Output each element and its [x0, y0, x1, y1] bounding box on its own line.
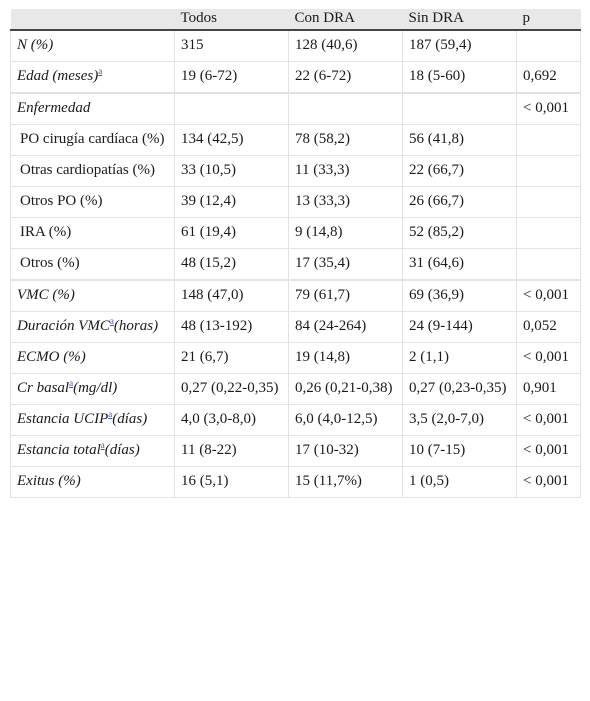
cell-con-dra: 9 (14,8)	[289, 218, 403, 249]
table-row	[11, 467, 581, 498]
results-table-container	[10, 9, 580, 498]
header-con-dra: Con DRA	[289, 9, 403, 30]
cell-sin-dra: 1 (0,5)	[403, 467, 517, 498]
cell-sin-dra: 31 (64,6)	[403, 249, 517, 280]
cell-sin-dra: 69 (36,9)	[403, 281, 517, 312]
table-row	[11, 281, 581, 312]
table-row	[11, 30, 581, 62]
cell-todos: 19 (6-72)	[175, 62, 289, 93]
cell-con-dra: 11 (33,3)	[289, 156, 403, 187]
cell-sin-dra: 24 (9-144)	[403, 312, 517, 343]
footnote-link[interactable]: a	[100, 440, 105, 450]
cell-p-value	[517, 249, 581, 280]
row-label-text: Enfermedad	[17, 100, 91, 116]
header-todos: Todos	[175, 9, 289, 30]
table-row	[11, 436, 581, 467]
cell-p-value	[517, 30, 581, 62]
cell-p-value: 0,692	[517, 62, 581, 93]
cell-con-dra: 6,0 (4,0-12,5)	[289, 405, 403, 436]
cell-todos: 4,0 (3,0-8,0)	[175, 405, 289, 436]
cell-todos: 39 (12,4)	[175, 187, 289, 218]
cell-todos: 11 (8-22)	[175, 436, 289, 467]
table-row	[11, 187, 581, 218]
table-row	[11, 94, 581, 125]
cell-con-dra: 79 (61,7)	[289, 281, 403, 312]
cell-sin-dra: 18 (5-60)	[403, 62, 517, 93]
row-label-unit: (mg/dl)	[73, 380, 118, 396]
row-label-text: N (%)	[17, 37, 54, 53]
cell-sin-dra: 56 (41,8)	[403, 125, 517, 156]
cell-todos: 33 (10,5)	[175, 156, 289, 187]
footnote-link[interactable]: a	[109, 316, 114, 326]
cell-p-value	[517, 125, 581, 156]
row-label-text: Otras cardiopatías (%)	[20, 162, 155, 178]
row-label-text: Estancia UCIP	[17, 411, 109, 427]
results-table	[10, 9, 581, 498]
cell-con-dra: 13 (33,3)	[289, 187, 403, 218]
row-label	[11, 312, 175, 343]
cell-sin-dra: 52 (85,2)	[403, 218, 517, 249]
cell-todos: 0,27 (0,22-0,35)	[175, 374, 289, 405]
cell-p-value: < 0,001	[517, 405, 581, 436]
table-row	[11, 312, 581, 343]
row-label	[11, 467, 175, 498]
cell-todos: 61 (19,4)	[175, 218, 289, 249]
cell-todos: 48 (15,2)	[175, 249, 289, 280]
cell-todos: 48 (13-192)	[175, 312, 289, 343]
cell-sin-dra: 22 (66,7)	[403, 156, 517, 187]
header-p-value: p	[517, 9, 581, 30]
table-row	[11, 125, 581, 156]
row-label-text: ECMO (%)	[17, 349, 86, 365]
cell-p-value: < 0,001	[517, 343, 581, 374]
row-label-text: PO cirugía cardíaca (%)	[20, 131, 165, 147]
row-label	[11, 94, 175, 125]
cell-con-dra: 15 (11,7%)	[289, 467, 403, 498]
cell-con-dra: 128 (40,6)	[289, 30, 403, 62]
cell-todos: 134 (42,5)	[175, 125, 289, 156]
table-row	[11, 62, 581, 93]
row-label-text: Duración VMC	[17, 318, 110, 334]
row-label-text: Edad (meses)	[17, 68, 99, 84]
cell-con-dra	[289, 94, 403, 125]
row-label	[11, 156, 175, 187]
row-label	[11, 218, 175, 249]
cell-con-dra: 19 (14,8)	[289, 343, 403, 374]
cell-con-dra: 17 (35,4)	[289, 249, 403, 280]
cell-p-value: < 0,001	[517, 436, 581, 467]
row-label	[11, 249, 175, 280]
row-label-text: IRA (%)	[20, 224, 72, 240]
cell-con-dra: 78 (58,2)	[289, 125, 403, 156]
row-label	[11, 187, 175, 218]
cell-p-value	[517, 187, 581, 218]
cell-sin-dra	[403, 94, 517, 125]
footnote-link[interactable]: a	[108, 409, 113, 419]
row-label-text: Otros PO (%)	[20, 193, 103, 209]
row-label	[11, 281, 175, 312]
cell-sin-dra: 10 (7-15)	[403, 436, 517, 467]
row-label	[11, 374, 175, 405]
cell-sin-dra: 3,5 (2,0-7,0)	[403, 405, 517, 436]
cell-p-value: < 0,001	[517, 94, 581, 125]
row-label-text: Cr basal	[17, 380, 70, 396]
cell-todos	[175, 94, 289, 125]
cell-p-value: < 0,001	[517, 467, 581, 498]
row-label	[11, 436, 175, 467]
cell-p-value: 0,901	[517, 374, 581, 405]
row-label-unit: (horas)	[113, 318, 159, 334]
cell-p-value: 0,052	[517, 312, 581, 343]
row-label	[11, 405, 175, 436]
cell-sin-dra: 187 (59,4)	[403, 30, 517, 62]
footnote-link[interactable]: a	[98, 66, 103, 76]
table-row	[11, 218, 581, 249]
cell-con-dra: 0,26 (0,21-0,38)	[289, 374, 403, 405]
header-sin-dra: Sin DRA	[403, 9, 517, 30]
cell-sin-dra: 2 (1,1)	[403, 343, 517, 374]
cell-sin-dra: 26 (66,7)	[403, 187, 517, 218]
cell-sin-dra: 0,27 (0,23-0,35)	[403, 374, 517, 405]
row-label-unit: (días)	[104, 442, 140, 458]
cell-todos: 315	[175, 30, 289, 62]
cell-con-dra: 22 (6-72)	[289, 62, 403, 93]
table-body	[11, 30, 581, 498]
row-label-text: VMC (%)	[17, 287, 75, 303]
cell-p-value	[517, 156, 581, 187]
cell-todos: 21 (6,7)	[175, 343, 289, 374]
cell-con-dra: 84 (24-264)	[289, 312, 403, 343]
cell-con-dra: 17 (10-32)	[289, 436, 403, 467]
row-label	[11, 30, 175, 62]
table-row	[11, 343, 581, 374]
table-row	[11, 156, 581, 187]
cell-p-value: < 0,001	[517, 281, 581, 312]
table-row	[11, 405, 581, 436]
header-label-column	[11, 9, 175, 30]
cell-todos: 16 (5,1)	[175, 467, 289, 498]
row-label-text: Estancia total	[17, 442, 101, 458]
footnote-link[interactable]: a	[69, 378, 74, 388]
cell-todos: 148 (47,0)	[175, 281, 289, 312]
row-label	[11, 343, 175, 374]
row-label	[11, 62, 175, 93]
row-label-unit: (días)	[112, 411, 148, 427]
table-header-row	[11, 9, 581, 30]
row-label-text: Otros (%)	[20, 255, 80, 271]
table-row	[11, 374, 581, 405]
table-row	[11, 249, 581, 280]
cell-p-value	[517, 218, 581, 249]
row-label	[11, 125, 175, 156]
row-label-text: Exitus (%)	[17, 473, 81, 489]
